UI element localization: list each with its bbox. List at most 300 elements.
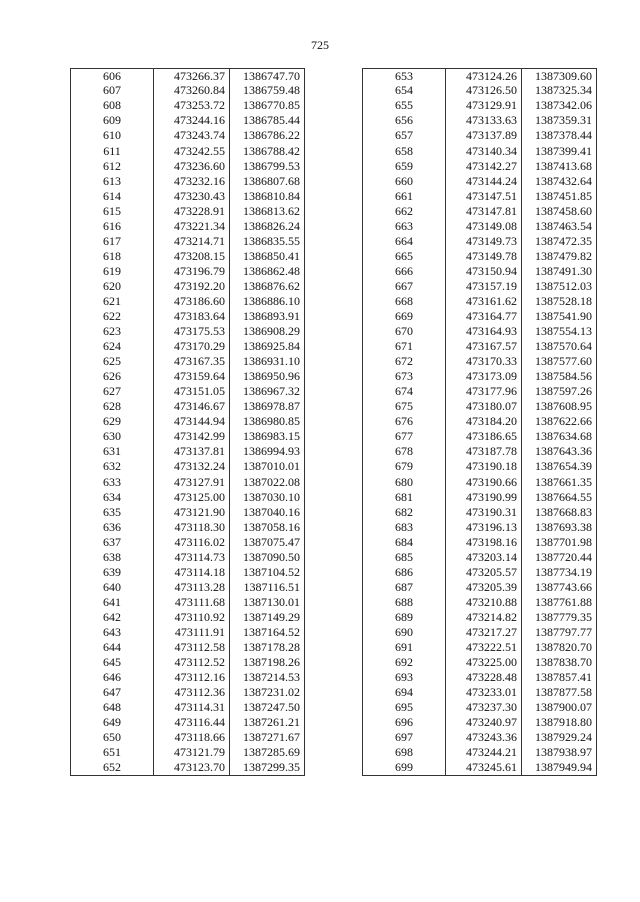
- x-coordinate-cell: 473210.88: [446, 595, 522, 610]
- x-coordinate-cell: 473236.60: [154, 159, 230, 174]
- point-number-cell: 609: [71, 114, 154, 129]
- x-coordinate-cell: 473113.28: [154, 580, 230, 595]
- table-row: [363, 761, 597, 776]
- x-coordinate-cell: 473149.73: [446, 234, 522, 249]
- x-coordinate-cell: 473186.60: [154, 294, 230, 309]
- x-coordinate-cell: 473147.81: [446, 204, 522, 219]
- point-number-cell: 606: [71, 69, 154, 84]
- point-number-cell: 646: [71, 670, 154, 685]
- x-coordinate-cell: 473111.68: [154, 595, 230, 610]
- table-row: [71, 700, 305, 715]
- table-row: [363, 144, 597, 159]
- point-number-cell: 693: [363, 670, 446, 685]
- point-number-cell: 623: [71, 324, 154, 339]
- y-coordinate-cell: 1387451.85: [522, 189, 597, 204]
- table-row: [363, 219, 597, 234]
- point-number-cell: 653: [363, 69, 446, 84]
- point-number-cell: 624: [71, 339, 154, 354]
- point-number-cell: 632: [71, 460, 154, 475]
- x-coordinate-cell: 473198.16: [446, 535, 522, 550]
- table-row: [71, 279, 305, 294]
- y-coordinate-cell: 1387309.60: [522, 69, 597, 84]
- x-coordinate-cell: 473217.27: [446, 625, 522, 640]
- y-coordinate-cell: 1387104.52: [230, 565, 305, 580]
- x-coordinate-cell: 473187.78: [446, 445, 522, 460]
- x-coordinate-cell: 473161.62: [446, 294, 522, 309]
- point-number-cell: 696: [363, 716, 446, 731]
- point-number-cell: 615: [71, 204, 154, 219]
- y-coordinate-cell: 1387512.03: [522, 279, 597, 294]
- point-number-cell: 676: [363, 415, 446, 430]
- table-row: [71, 339, 305, 354]
- x-coordinate-cell: 473177.96: [446, 384, 522, 399]
- point-number-cell: 648: [71, 700, 154, 715]
- y-coordinate-cell: 1387030.10: [230, 490, 305, 505]
- y-coordinate-cell: 1386983.15: [230, 430, 305, 445]
- point-number-cell: 672: [363, 354, 446, 369]
- table-row: [71, 324, 305, 339]
- table-row: [363, 625, 597, 640]
- point-number-cell: 689: [363, 610, 446, 625]
- table-row: [71, 670, 305, 685]
- x-coordinate-cell: 473192.20: [154, 279, 230, 294]
- page-number: 725: [311, 38, 329, 52]
- x-coordinate-cell: 473180.07: [446, 400, 522, 415]
- x-coordinate-cell: 473121.79: [154, 746, 230, 761]
- table-row: [71, 249, 305, 264]
- point-number-cell: 643: [71, 625, 154, 640]
- y-coordinate-cell: 1386813.62: [230, 204, 305, 219]
- table-row: [71, 294, 305, 309]
- y-coordinate-cell: 1386908.29: [230, 324, 305, 339]
- x-coordinate-cell: 473184.20: [446, 415, 522, 430]
- x-coordinate-cell: 473175.53: [154, 324, 230, 339]
- point-number-cell: 617: [71, 234, 154, 249]
- x-coordinate-cell: 473242.55: [154, 144, 230, 159]
- point-number-cell: 621: [71, 294, 154, 309]
- x-coordinate-cell: 473144.24: [446, 174, 522, 189]
- table-row: [363, 565, 597, 580]
- y-coordinate-cell: 1387877.58: [522, 685, 597, 700]
- table-row: [363, 189, 597, 204]
- x-coordinate-cell: 473129.91: [446, 99, 522, 114]
- x-coordinate-cell: 473151.05: [154, 384, 230, 399]
- table-row: [71, 369, 305, 384]
- x-coordinate-cell: 473203.14: [446, 550, 522, 565]
- point-number-cell: 634: [71, 490, 154, 505]
- table-row: [363, 505, 597, 520]
- table-row: [71, 520, 305, 535]
- table-row: [71, 99, 305, 114]
- y-coordinate-cell: 1387528.18: [522, 294, 597, 309]
- y-coordinate-cell: 1386835.55: [230, 234, 305, 249]
- table-row: [71, 761, 305, 776]
- y-coordinate-cell: 1387342.06: [522, 99, 597, 114]
- point-number-cell: 675: [363, 400, 446, 415]
- x-coordinate-cell: 473150.94: [446, 264, 522, 279]
- table-row: [71, 384, 305, 399]
- y-coordinate-cell: 1386893.91: [230, 309, 305, 324]
- point-number-cell: 673: [363, 369, 446, 384]
- y-coordinate-cell: 1387554.13: [522, 324, 597, 339]
- x-coordinate-cell: 473214.71: [154, 234, 230, 249]
- table-row: [71, 445, 305, 460]
- table-row: [363, 114, 597, 129]
- point-number-cell: 610: [71, 129, 154, 144]
- table-row: [363, 69, 597, 84]
- table-row: [363, 400, 597, 415]
- point-number-cell: 613: [71, 174, 154, 189]
- point-number-cell: 668: [363, 294, 446, 309]
- y-coordinate-cell: 1387214.53: [230, 670, 305, 685]
- y-coordinate-cell: 1387413.68: [522, 159, 597, 174]
- table-row: [363, 595, 597, 610]
- x-coordinate-cell: 473146.67: [154, 400, 230, 415]
- point-number-cell: 657: [363, 129, 446, 144]
- table-row: [71, 129, 305, 144]
- x-coordinate-cell: 473170.33: [446, 354, 522, 369]
- point-number-cell: 694: [363, 685, 446, 700]
- point-number-cell: 674: [363, 384, 446, 399]
- point-number-cell: 630: [71, 430, 154, 445]
- y-coordinate-cell: 1387761.88: [522, 595, 597, 610]
- x-coordinate-cell: 473232.16: [154, 174, 230, 189]
- y-coordinate-cell: 1387130.01: [230, 595, 305, 610]
- x-coordinate-cell: 473190.66: [446, 475, 522, 490]
- y-coordinate-cell: 1387797.77: [522, 625, 597, 640]
- point-number-cell: 669: [363, 309, 446, 324]
- y-coordinate-cell: 1387634.68: [522, 430, 597, 445]
- x-coordinate-cell: 473118.30: [154, 520, 230, 535]
- point-number-cell: 650: [71, 731, 154, 746]
- x-coordinate-cell: 473244.16: [154, 114, 230, 129]
- y-coordinate-cell: 1387857.41: [522, 670, 597, 685]
- x-coordinate-cell: 473164.93: [446, 324, 522, 339]
- point-number-cell: 659: [363, 159, 446, 174]
- y-coordinate-cell: 1387285.69: [230, 746, 305, 761]
- y-coordinate-cell: 1387116.51: [230, 580, 305, 595]
- point-number-cell: 667: [363, 279, 446, 294]
- x-coordinate-cell: 473173.09: [446, 369, 522, 384]
- table-row: [71, 640, 305, 655]
- point-number-cell: 607: [71, 84, 154, 99]
- x-coordinate-cell: 473137.89: [446, 129, 522, 144]
- x-coordinate-cell: 473183.64: [154, 309, 230, 324]
- x-coordinate-cell: 473266.37: [154, 69, 230, 84]
- x-coordinate-cell: 473164.77: [446, 309, 522, 324]
- table-row: [71, 69, 305, 84]
- table-row: [363, 279, 597, 294]
- table-row: [363, 234, 597, 249]
- x-coordinate-cell: 473114.18: [154, 565, 230, 580]
- y-coordinate-cell: 1387432.64: [522, 174, 597, 189]
- y-coordinate-cell: 1387949.94: [522, 761, 597, 776]
- point-number-cell: 647: [71, 685, 154, 700]
- x-coordinate-cell: 473190.99: [446, 490, 522, 505]
- point-number-cell: 664: [363, 234, 446, 249]
- point-number-cell: 678: [363, 445, 446, 460]
- table-row: [363, 520, 597, 535]
- table-row: [71, 204, 305, 219]
- x-coordinate-cell: 473208.15: [154, 249, 230, 264]
- table-row: [71, 219, 305, 234]
- x-coordinate-cell: 473110.92: [154, 610, 230, 625]
- y-coordinate-cell: 1386950.96: [230, 369, 305, 384]
- point-number-cell: 665: [363, 249, 446, 264]
- y-coordinate-cell: 1387668.83: [522, 505, 597, 520]
- point-number-cell: 663: [363, 219, 446, 234]
- table-row: [363, 700, 597, 715]
- x-coordinate-cell: 473114.31: [154, 700, 230, 715]
- x-coordinate-cell: 473132.24: [154, 460, 230, 475]
- table-row: [71, 354, 305, 369]
- table-row: [71, 430, 305, 445]
- table-row: [71, 234, 305, 249]
- x-coordinate-cell: 473133.63: [446, 114, 522, 129]
- table-row: [71, 460, 305, 475]
- table-row: [363, 249, 597, 264]
- x-coordinate-cell: 473140.34: [446, 144, 522, 159]
- point-number-cell: 626: [71, 369, 154, 384]
- point-number-cell: 637: [71, 535, 154, 550]
- x-coordinate-cell: 473190.18: [446, 460, 522, 475]
- point-number-cell: 698: [363, 746, 446, 761]
- y-coordinate-cell: 1387918.80: [522, 716, 597, 731]
- point-number-cell: 690: [363, 625, 446, 640]
- x-coordinate-cell: 473214.82: [446, 610, 522, 625]
- x-coordinate-cell: 473112.58: [154, 640, 230, 655]
- table-row: [363, 445, 597, 460]
- y-coordinate-cell: 1387359.31: [522, 114, 597, 129]
- x-coordinate-cell: 473126.50: [446, 84, 522, 99]
- point-number-cell: 660: [363, 174, 446, 189]
- y-coordinate-cell: 1387075.47: [230, 535, 305, 550]
- x-coordinate-cell: 473144.94: [154, 415, 230, 430]
- x-coordinate-cell: 473260.84: [154, 84, 230, 99]
- point-number-cell: 642: [71, 610, 154, 625]
- table-row: [71, 595, 305, 610]
- y-coordinate-cell: 1386810.84: [230, 189, 305, 204]
- table-row: [363, 610, 597, 625]
- table-row: [363, 369, 597, 384]
- x-coordinate-cell: 473112.16: [154, 670, 230, 685]
- x-coordinate-cell: 473237.30: [446, 700, 522, 715]
- point-number-cell: 655: [363, 99, 446, 114]
- point-number-cell: 666: [363, 264, 446, 279]
- table-row: [363, 294, 597, 309]
- point-number-cell: 628: [71, 400, 154, 415]
- table-row: [71, 475, 305, 490]
- x-coordinate-cell: 473167.35: [154, 354, 230, 369]
- coordinates-table-left: [70, 68, 305, 776]
- table-row: [363, 580, 597, 595]
- y-coordinate-cell: 1387734.19: [522, 565, 597, 580]
- point-number-cell: 662: [363, 204, 446, 219]
- y-coordinate-cell: 1387541.90: [522, 309, 597, 324]
- y-coordinate-cell: 1387701.98: [522, 535, 597, 550]
- x-coordinate-cell: 473253.72: [154, 99, 230, 114]
- y-coordinate-cell: 1387900.07: [522, 700, 597, 715]
- table-row: [71, 610, 305, 625]
- table-row: [363, 99, 597, 114]
- x-coordinate-cell: 473159.64: [154, 369, 230, 384]
- point-number-cell: 611: [71, 144, 154, 159]
- point-number-cell: 644: [71, 640, 154, 655]
- point-number-cell: 651: [71, 746, 154, 761]
- point-number-cell: 691: [363, 640, 446, 655]
- table-row: [363, 490, 597, 505]
- y-coordinate-cell: 1387820.70: [522, 640, 597, 655]
- y-coordinate-cell: 1387472.35: [522, 234, 597, 249]
- coordinates-table-right: [362, 68, 597, 776]
- y-coordinate-cell: 1387022.08: [230, 475, 305, 490]
- point-number-cell: 652: [71, 761, 154, 776]
- x-coordinate-cell: 473228.91: [154, 204, 230, 219]
- table-row: [363, 430, 597, 445]
- y-coordinate-cell: 1386759.48: [230, 84, 305, 99]
- table-row: [71, 685, 305, 700]
- y-coordinate-cell: 1387693.38: [522, 520, 597, 535]
- point-number-cell: 686: [363, 565, 446, 580]
- x-coordinate-cell: 473149.08: [446, 219, 522, 234]
- y-coordinate-cell: 1387325.34: [522, 84, 597, 99]
- table-row: [363, 670, 597, 685]
- y-coordinate-cell: 1387271.67: [230, 731, 305, 746]
- point-number-cell: 641: [71, 595, 154, 610]
- x-coordinate-cell: 473244.21: [446, 746, 522, 761]
- y-coordinate-cell: 1386786.22: [230, 129, 305, 144]
- y-coordinate-cell: 1386994.93: [230, 445, 305, 460]
- point-number-cell: 620: [71, 279, 154, 294]
- table-row: [363, 475, 597, 490]
- table-row: [363, 716, 597, 731]
- table-row: [363, 159, 597, 174]
- y-coordinate-cell: 1387010.01: [230, 460, 305, 475]
- x-coordinate-cell: 473157.19: [446, 279, 522, 294]
- point-number-cell: 616: [71, 219, 154, 234]
- y-coordinate-cell: 1387058.16: [230, 520, 305, 535]
- y-coordinate-cell: 1386747.70: [230, 69, 305, 84]
- y-coordinate-cell: 1386785.44: [230, 114, 305, 129]
- point-number-cell: 638: [71, 550, 154, 565]
- y-coordinate-cell: 1387664.55: [522, 490, 597, 505]
- x-coordinate-cell: 473228.48: [446, 670, 522, 685]
- x-coordinate-cell: 473240.97: [446, 716, 522, 731]
- y-coordinate-cell: 1387463.54: [522, 219, 597, 234]
- y-coordinate-cell: 1387261.21: [230, 716, 305, 731]
- table-row: [71, 144, 305, 159]
- point-number-cell: 695: [363, 700, 446, 715]
- table-row: [71, 625, 305, 640]
- y-coordinate-cell: 1387399.41: [522, 144, 597, 159]
- y-coordinate-cell: 1387198.26: [230, 655, 305, 670]
- x-coordinate-cell: 473112.36: [154, 685, 230, 700]
- y-coordinate-cell: 1387090.50: [230, 550, 305, 565]
- point-number-cell: 619: [71, 264, 154, 279]
- table-row: [71, 84, 305, 99]
- x-coordinate-cell: 473205.39: [446, 580, 522, 595]
- y-coordinate-cell: 1387040.16: [230, 505, 305, 520]
- point-number-cell: 683: [363, 520, 446, 535]
- x-coordinate-cell: 473186.65: [446, 430, 522, 445]
- point-number-cell: 639: [71, 565, 154, 580]
- y-coordinate-cell: 1387597.26: [522, 384, 597, 399]
- point-number-cell: 697: [363, 731, 446, 746]
- table-row: [71, 746, 305, 761]
- point-number-cell: 645: [71, 655, 154, 670]
- table-row: [363, 204, 597, 219]
- y-coordinate-cell: 1387779.35: [522, 610, 597, 625]
- table-row: [363, 535, 597, 550]
- y-coordinate-cell: 1387720.44: [522, 550, 597, 565]
- table-row: [71, 159, 305, 174]
- table-row: [71, 189, 305, 204]
- point-number-cell: 688: [363, 595, 446, 610]
- x-coordinate-cell: 473137.81: [154, 445, 230, 460]
- table-row: [71, 490, 305, 505]
- y-coordinate-cell: 1387938.97: [522, 746, 597, 761]
- y-coordinate-cell: 1386826.24: [230, 219, 305, 234]
- x-coordinate-cell: 473127.91: [154, 475, 230, 490]
- table-row: [71, 565, 305, 580]
- point-number-cell: 625: [71, 354, 154, 369]
- y-coordinate-cell: 1386980.85: [230, 415, 305, 430]
- y-coordinate-cell: 1386931.10: [230, 354, 305, 369]
- x-coordinate-cell: 473225.00: [446, 655, 522, 670]
- x-coordinate-cell: 473233.01: [446, 685, 522, 700]
- table-row: [363, 384, 597, 399]
- table-row: [71, 655, 305, 670]
- point-number-cell: 640: [71, 580, 154, 595]
- point-number-cell: 614: [71, 189, 154, 204]
- y-coordinate-cell: 1387570.64: [522, 339, 597, 354]
- point-number-cell: 680: [363, 475, 446, 490]
- x-coordinate-cell: 473221.34: [154, 219, 230, 234]
- y-coordinate-cell: 1386799.53: [230, 159, 305, 174]
- point-number-cell: 670: [363, 324, 446, 339]
- point-number-cell: 687: [363, 580, 446, 595]
- y-coordinate-cell: 1387661.35: [522, 475, 597, 490]
- point-number-cell: 682: [363, 505, 446, 520]
- x-coordinate-cell: 473170.29: [154, 339, 230, 354]
- y-coordinate-cell: 1387247.50: [230, 700, 305, 715]
- table-row: [363, 655, 597, 670]
- y-coordinate-cell: 1387149.29: [230, 610, 305, 625]
- y-coordinate-cell: 1386925.84: [230, 339, 305, 354]
- y-coordinate-cell: 1386807.68: [230, 174, 305, 189]
- table-row: [71, 400, 305, 415]
- x-coordinate-cell: 473116.44: [154, 716, 230, 731]
- table-row: [363, 264, 597, 279]
- table-row: [363, 550, 597, 565]
- x-coordinate-cell: 473245.61: [446, 761, 522, 776]
- table-row: [363, 129, 597, 144]
- point-number-cell: 681: [363, 490, 446, 505]
- x-coordinate-cell: 473142.27: [446, 159, 522, 174]
- table-row: [363, 460, 597, 475]
- point-number-cell: 636: [71, 520, 154, 535]
- y-coordinate-cell: 1387378.44: [522, 129, 597, 144]
- point-number-cell: 661: [363, 189, 446, 204]
- y-coordinate-cell: 1386978.87: [230, 400, 305, 415]
- table-row: [71, 535, 305, 550]
- table-row: [71, 731, 305, 746]
- y-coordinate-cell: 1387622.66: [522, 415, 597, 430]
- x-coordinate-cell: 473230.43: [154, 189, 230, 204]
- table-row: [363, 731, 597, 746]
- y-coordinate-cell: 1387178.28: [230, 640, 305, 655]
- y-coordinate-cell: 1387654.39: [522, 460, 597, 475]
